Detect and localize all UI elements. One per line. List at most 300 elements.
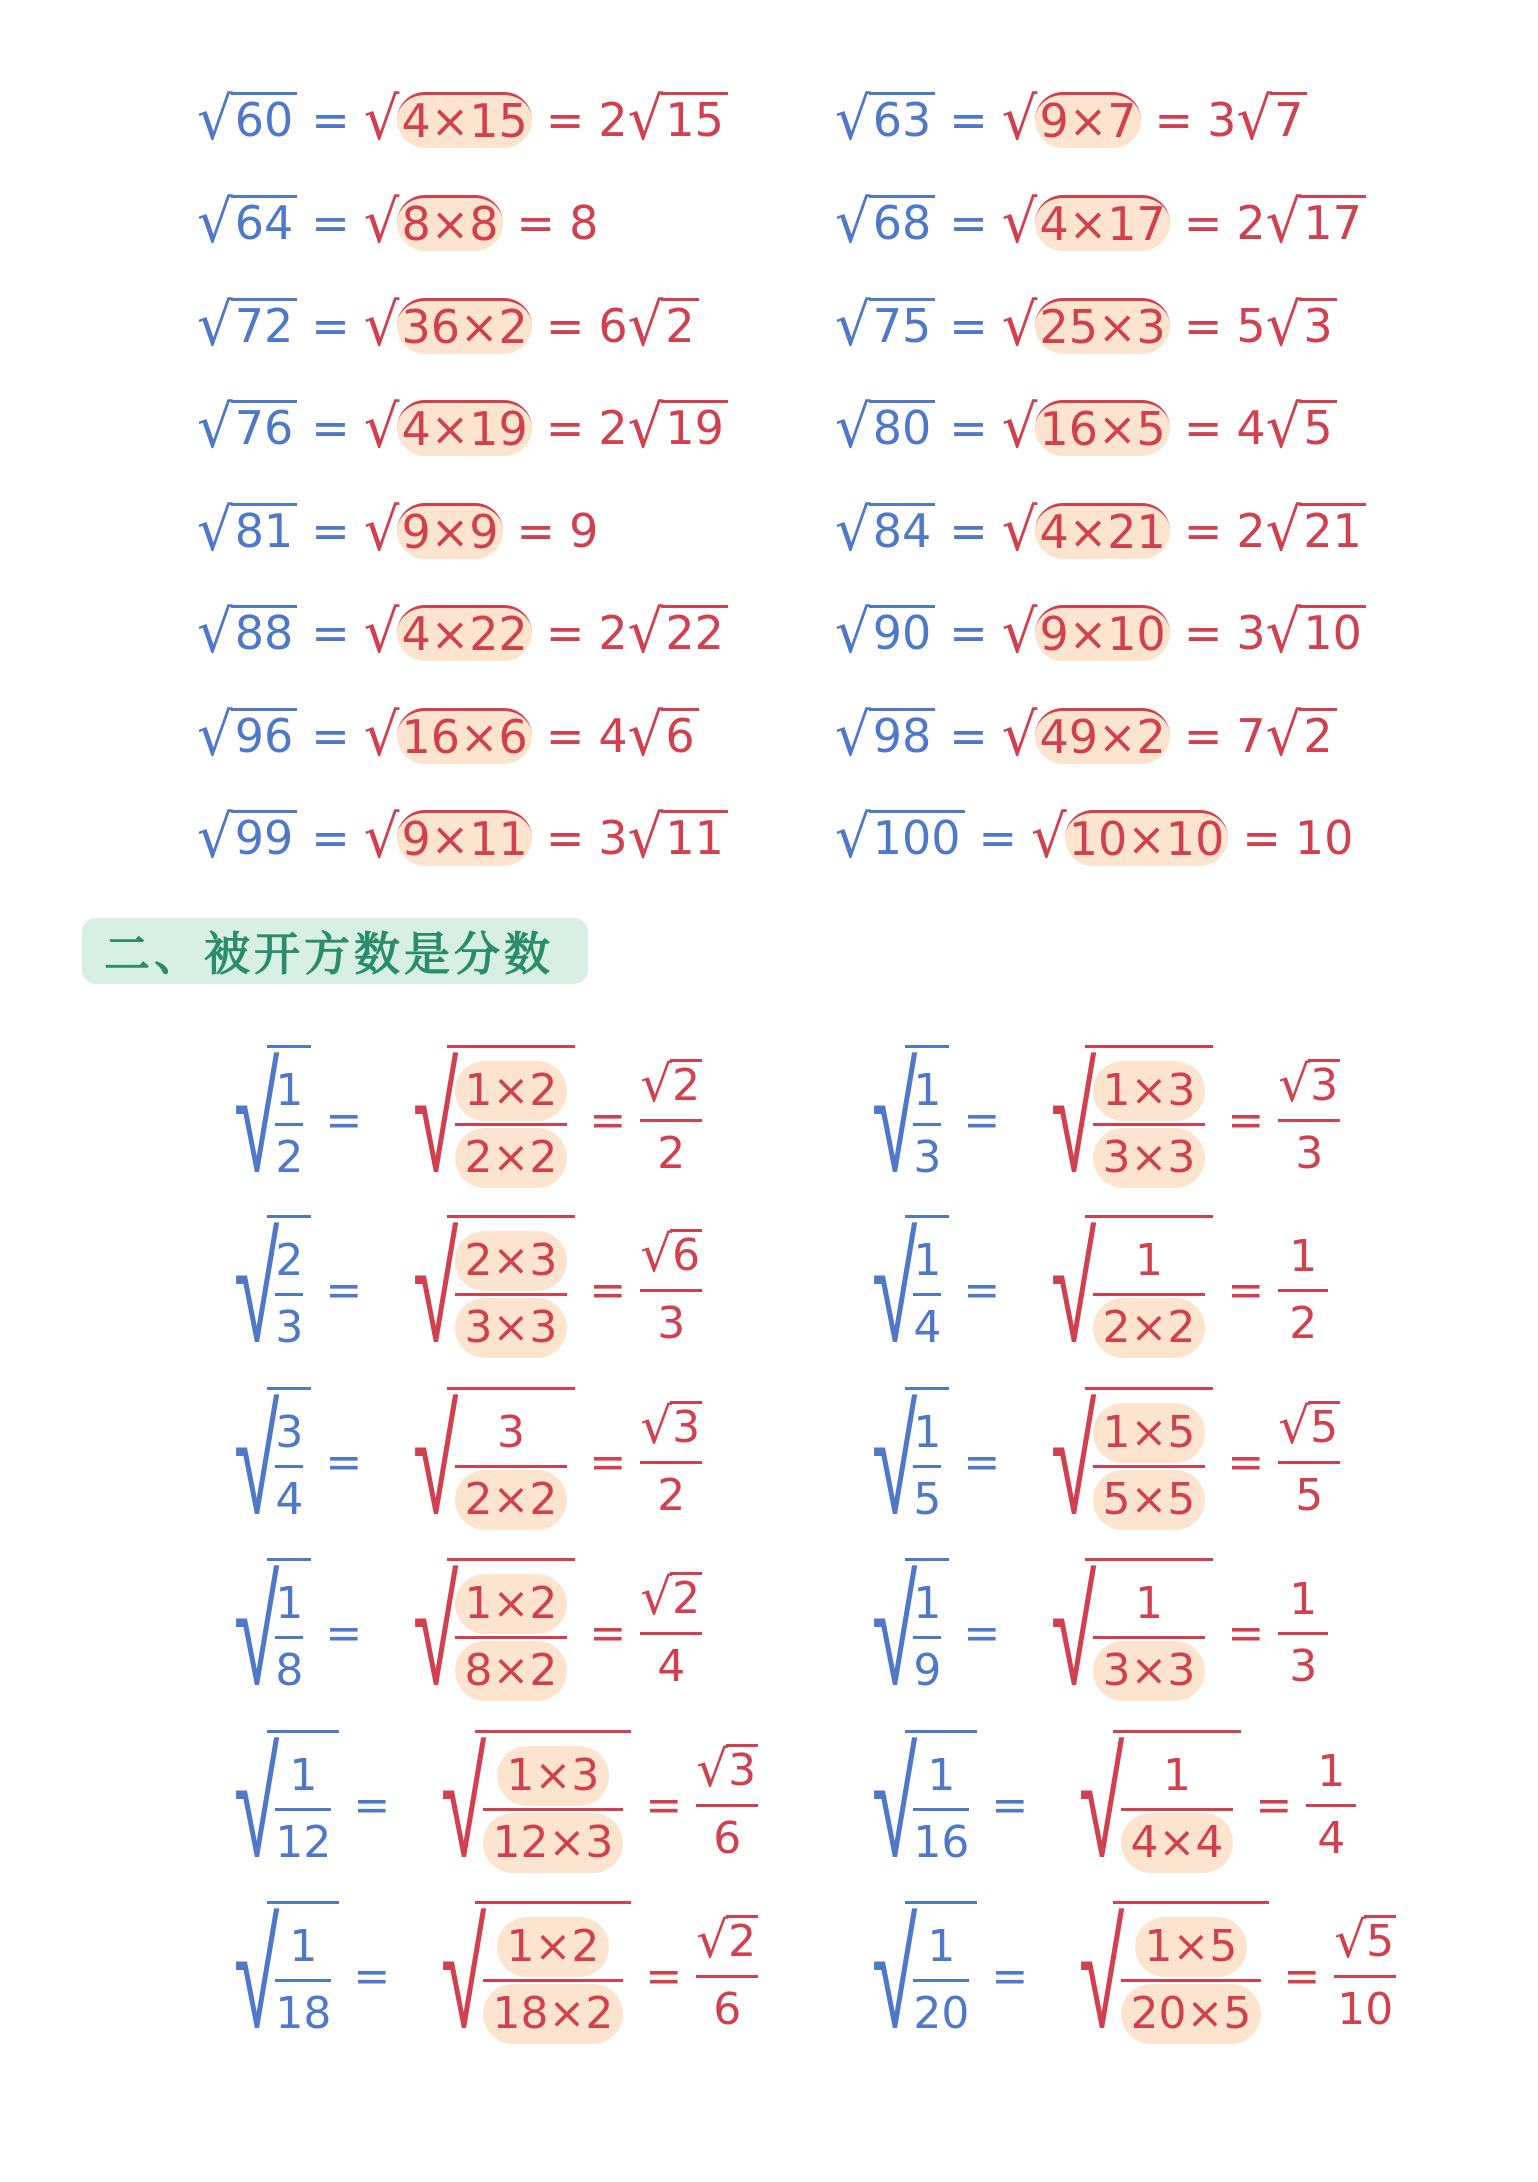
radicand: 22 bbox=[661, 605, 728, 661]
radical-sign: √ bbox=[363, 188, 400, 257]
radical bbox=[835, 803, 965, 872]
expanded-fraction bbox=[447, 1045, 576, 1195]
result-coefficient: 2 bbox=[598, 93, 628, 147]
equals-sign: = bbox=[1227, 1264, 1265, 1316]
radical bbox=[363, 701, 532, 770]
radical-sign: √ bbox=[1001, 85, 1038, 154]
original-radical bbox=[835, 1203, 949, 1377]
radicand: 88 bbox=[231, 605, 298, 661]
numerator: 1 bbox=[913, 1235, 942, 1286]
fraction-bar bbox=[455, 1465, 568, 1468]
radical-sign: √ bbox=[197, 803, 233, 872]
radical bbox=[363, 393, 532, 462]
equals-sign: = bbox=[978, 811, 1018, 865]
fraction-equation-row bbox=[835, 1546, 1328, 1720]
equals-sign: = bbox=[1283, 1950, 1321, 2002]
radical bbox=[1265, 496, 1366, 565]
radicand: 100 bbox=[869, 810, 965, 866]
fraction-bar bbox=[1093, 1465, 1206, 1468]
equals-sign: = bbox=[589, 1094, 627, 1146]
radical bbox=[197, 701, 297, 770]
numerator: 1×3 bbox=[497, 1746, 610, 1806]
fraction-equation-row bbox=[835, 1375, 1340, 1549]
fraction-bar bbox=[275, 1293, 303, 1296]
fraction-bar bbox=[275, 1636, 303, 1639]
radicand: 81 bbox=[231, 503, 298, 559]
fraction-bar bbox=[483, 1808, 624, 1811]
original-radical bbox=[835, 1546, 949, 1720]
result-numerator: 1 bbox=[1289, 1230, 1318, 1282]
denominator: 4 bbox=[913, 1302, 942, 1353]
radical-sign: √ bbox=[234, 1203, 280, 1377]
equation-row bbox=[835, 593, 1366, 673]
radical bbox=[1001, 598, 1170, 667]
equals-sign: = bbox=[1183, 504, 1223, 558]
radicand: 68 bbox=[869, 195, 936, 251]
fraction-bar bbox=[640, 1289, 702, 1292]
result-denominator: 5 bbox=[1295, 1469, 1324, 1521]
denominator: 8×2 bbox=[455, 1641, 568, 1701]
radical bbox=[1265, 291, 1337, 360]
denominator: 9 bbox=[913, 1645, 942, 1696]
radical bbox=[363, 598, 532, 667]
radical-sign: √ bbox=[413, 1375, 459, 1549]
radical-sign: √ bbox=[835, 496, 871, 565]
radical-sign: √ bbox=[413, 1546, 459, 1720]
radical-sign: √ bbox=[363, 291, 400, 360]
result-numerator bbox=[696, 1739, 758, 1802]
fraction-bar bbox=[275, 1465, 303, 1468]
radical bbox=[363, 188, 503, 257]
result-radical bbox=[1278, 1054, 1340, 1113]
radical-sign: √ bbox=[1001, 188, 1038, 257]
radical-sign: √ bbox=[627, 291, 664, 360]
result-denominator: 4 bbox=[1317, 1812, 1346, 1864]
denominator: 3 bbox=[275, 1302, 304, 1353]
radical-sign: √ bbox=[197, 496, 233, 565]
radical-sign: √ bbox=[1278, 1054, 1311, 1113]
radicand: 90 bbox=[869, 605, 936, 661]
radical bbox=[835, 701, 935, 770]
radicand: 60 bbox=[231, 92, 298, 148]
result-fraction bbox=[640, 1054, 702, 1184]
equals-sign: = bbox=[545, 709, 585, 763]
result-coefficient: 3 bbox=[1236, 606, 1266, 660]
fraction-bar bbox=[275, 1979, 331, 1982]
radical-sign: √ bbox=[1334, 1910, 1367, 1969]
radicand: 2 bbox=[672, 1572, 701, 1624]
radical-sign: √ bbox=[627, 701, 664, 770]
radical-sign: √ bbox=[835, 598, 871, 667]
equals-sign: = bbox=[645, 1950, 683, 2002]
equation-row bbox=[835, 80, 1307, 160]
fraction-bar bbox=[913, 1979, 969, 1982]
result-denominator: 6 bbox=[713, 1983, 742, 2035]
result-coefficient: 8 bbox=[569, 196, 599, 250]
numerator: 1 bbox=[1162, 1750, 1191, 1801]
denominator: 18 bbox=[275, 1988, 332, 2039]
result-coefficient: 3 bbox=[598, 811, 628, 865]
radicand: 2 bbox=[728, 1915, 757, 1967]
denominator: 20×5 bbox=[1121, 1984, 1262, 2044]
numerator: 3 bbox=[496, 1407, 525, 1458]
expanded-radical bbox=[1014, 1375, 1213, 1549]
equals-sign: = bbox=[353, 1779, 391, 1831]
fraction-bar bbox=[275, 1123, 303, 1126]
radical-sign: √ bbox=[872, 1889, 918, 2063]
result-numerator bbox=[1278, 1396, 1340, 1459]
equals-sign: = bbox=[949, 504, 988, 558]
equals-sign: = bbox=[545, 93, 585, 147]
radical-sign: √ bbox=[234, 1889, 280, 2063]
result-coefficient: 7 bbox=[1236, 709, 1266, 763]
equals-sign: = bbox=[1183, 196, 1223, 250]
result-radical bbox=[640, 1567, 702, 1626]
equals-sign: = bbox=[311, 299, 350, 353]
denominator: 2×2 bbox=[455, 1470, 568, 1530]
equals-sign: = bbox=[1227, 1094, 1265, 1146]
radical-sign: √ bbox=[1265, 598, 1302, 667]
fraction-bar bbox=[1334, 1975, 1396, 1978]
result-fraction bbox=[1278, 1396, 1340, 1526]
fraction-bar bbox=[640, 1461, 702, 1464]
radical-sign: √ bbox=[1265, 291, 1302, 360]
fraction-equation-row bbox=[197, 1889, 758, 2063]
original-radical bbox=[197, 1375, 311, 1549]
radical-sign: √ bbox=[872, 1375, 918, 1549]
denominator: 18×2 bbox=[483, 1984, 624, 2044]
denominator: 5 bbox=[913, 1474, 942, 1525]
radical-sign: √ bbox=[1001, 291, 1038, 360]
numerator: 1 bbox=[1134, 1578, 1163, 1629]
equals-sign: = bbox=[353, 1950, 391, 2002]
radical-sign: √ bbox=[1051, 1033, 1097, 1207]
equals-sign: = bbox=[991, 1779, 1029, 1831]
radical-sign: √ bbox=[627, 85, 664, 154]
fraction-bar bbox=[275, 1808, 331, 1811]
radical-sign: √ bbox=[413, 1033, 459, 1207]
radicand: 5 bbox=[1366, 1915, 1395, 1967]
expanded-fraction bbox=[447, 1558, 576, 1708]
numerator: 1×5 bbox=[1135, 1917, 1248, 1977]
result-numerator bbox=[1278, 1054, 1340, 1117]
radical bbox=[835, 85, 935, 154]
radicand: 2 bbox=[672, 1059, 701, 1111]
radicand: 9×10 bbox=[1035, 605, 1169, 661]
result-radical bbox=[640, 1054, 702, 1113]
fraction-bar bbox=[1093, 1293, 1206, 1296]
radical-sign: √ bbox=[197, 188, 233, 257]
radicand: 49×2 bbox=[1035, 708, 1169, 764]
expanded-radical bbox=[1014, 1033, 1213, 1207]
radical-sign: √ bbox=[234, 1033, 280, 1207]
numerator: 1×3 bbox=[1093, 1061, 1206, 1121]
equals-sign: = bbox=[325, 1094, 363, 1146]
radical-sign: √ bbox=[1001, 393, 1038, 462]
fraction-bar bbox=[483, 1979, 624, 1982]
radical-sign: √ bbox=[197, 393, 233, 462]
expanded-radical bbox=[376, 1033, 575, 1207]
result-coefficient: 2 bbox=[598, 606, 628, 660]
fraction-bar bbox=[455, 1123, 568, 1126]
equals-sign: = bbox=[311, 196, 350, 250]
equation-row bbox=[197, 696, 699, 776]
equation-row bbox=[835, 183, 1366, 263]
fraction-bar bbox=[1278, 1632, 1328, 1635]
radicand: 36×2 bbox=[397, 298, 531, 354]
result-denominator: 3 bbox=[1295, 1127, 1324, 1179]
equals-sign: = bbox=[963, 1436, 1001, 1488]
equals-sign: = bbox=[545, 606, 585, 660]
equals-sign: = bbox=[311, 606, 350, 660]
radical bbox=[1001, 393, 1170, 462]
equals-sign: = bbox=[311, 709, 350, 763]
equals-sign: = bbox=[325, 1436, 363, 1488]
section-heading: 二、被开方数是分数 bbox=[82, 918, 588, 984]
equals-sign: = bbox=[963, 1607, 1001, 1659]
radicand: 10×10 bbox=[1065, 810, 1229, 866]
radical-sign: √ bbox=[363, 393, 400, 462]
radicand: 10 bbox=[1299, 605, 1366, 661]
radicand: 63 bbox=[869, 92, 936, 148]
equals-sign: = bbox=[545, 811, 585, 865]
radical-sign: √ bbox=[627, 393, 664, 462]
result-numerator bbox=[640, 1054, 702, 1117]
fraction-equation-row bbox=[835, 1718, 1356, 1892]
radical-sign: √ bbox=[696, 1739, 729, 1798]
result-coefficient: 9 bbox=[569, 504, 599, 558]
radical bbox=[1236, 85, 1307, 154]
expanded-fraction bbox=[475, 1730, 632, 1880]
radicand: 25×3 bbox=[1035, 298, 1169, 354]
result-numerator: 1 bbox=[1289, 1573, 1318, 1625]
denominator: 3×3 bbox=[1093, 1128, 1206, 1188]
radical-sign: √ bbox=[1265, 701, 1302, 770]
result-fraction bbox=[1306, 1742, 1356, 1869]
numerator: 1 bbox=[927, 1750, 956, 1801]
fraction-bar bbox=[1121, 1979, 1262, 1982]
radicand: 3 bbox=[672, 1401, 701, 1453]
radical bbox=[1001, 291, 1170, 360]
radical bbox=[1001, 701, 1170, 770]
result-coefficient: 3 bbox=[1207, 93, 1237, 147]
equals-sign: = bbox=[645, 1779, 683, 1831]
fraction-bar bbox=[1093, 1123, 1206, 1126]
radical-sign: √ bbox=[872, 1718, 918, 1892]
radical-sign: √ bbox=[872, 1033, 918, 1207]
radical bbox=[197, 291, 297, 360]
equals-sign: = bbox=[311, 811, 350, 865]
radicand: 16×6 bbox=[397, 708, 531, 764]
result-denominator: 10 bbox=[1337, 1983, 1394, 2035]
denominator: 12×3 bbox=[483, 1813, 624, 1873]
expanded-radical bbox=[376, 1546, 575, 1720]
equals-sign: = bbox=[1255, 1779, 1293, 1831]
radical bbox=[363, 803, 532, 872]
radical-sign: √ bbox=[640, 1567, 673, 1626]
radical bbox=[1001, 85, 1141, 154]
equation-row bbox=[197, 798, 728, 878]
radicand: 5 bbox=[1310, 1401, 1339, 1453]
result-denominator: 4 bbox=[657, 1640, 686, 1692]
radical-sign: √ bbox=[363, 598, 400, 667]
radical-sign: √ bbox=[1265, 496, 1302, 565]
original-radical bbox=[197, 1203, 311, 1377]
expanded-fraction bbox=[447, 1215, 576, 1365]
fraction-bar bbox=[640, 1632, 702, 1635]
result-coefficient: 2 bbox=[598, 401, 628, 455]
radical-sign: √ bbox=[835, 85, 871, 154]
radical-sign: √ bbox=[197, 598, 233, 667]
radicand: 3 bbox=[728, 1744, 757, 1796]
radicand: 9×9 bbox=[397, 503, 502, 559]
fraction-bar bbox=[913, 1465, 941, 1468]
equation-row bbox=[197, 388, 728, 468]
equals-sign: = bbox=[589, 1264, 627, 1316]
expanded-fraction bbox=[1113, 1901, 1270, 2051]
numerator: 1×2 bbox=[455, 1574, 568, 1634]
original-radical bbox=[835, 1033, 949, 1207]
result-denominator: 2 bbox=[657, 1469, 686, 1521]
radicand: 19 bbox=[661, 400, 728, 456]
radicand: 76 bbox=[231, 400, 298, 456]
radicand: 84 bbox=[869, 503, 936, 559]
radicand: 4×19 bbox=[397, 400, 531, 456]
equals-sign: = bbox=[963, 1094, 1001, 1146]
radical bbox=[197, 188, 297, 257]
result-fraction bbox=[640, 1224, 702, 1354]
radical-sign: √ bbox=[1236, 85, 1273, 154]
equals-sign: = bbox=[311, 93, 350, 147]
radical-sign: √ bbox=[1051, 1203, 1097, 1377]
radical bbox=[197, 496, 297, 565]
result-numerator bbox=[640, 1224, 702, 1287]
radical-sign: √ bbox=[413, 1203, 459, 1377]
numerator: 2×3 bbox=[455, 1231, 568, 1291]
result-fraction bbox=[640, 1396, 702, 1526]
radical-sign: √ bbox=[627, 598, 664, 667]
equals-sign: = bbox=[949, 606, 988, 660]
fraction-bar bbox=[1306, 1804, 1356, 1807]
numerator: 2 bbox=[275, 1235, 304, 1286]
denominator: 2×2 bbox=[1093, 1298, 1206, 1358]
result-numerator: 1 bbox=[1317, 1745, 1346, 1797]
equation-row bbox=[197, 80, 728, 160]
result-radical bbox=[1278, 1396, 1340, 1455]
result-denominator: 6 bbox=[713, 1812, 742, 1864]
denominator: 2×2 bbox=[455, 1128, 568, 1188]
radicand: 9×11 bbox=[397, 810, 531, 866]
equals-sign: = bbox=[1242, 811, 1281, 865]
numerator: 1 bbox=[913, 1065, 942, 1116]
equals-sign: = bbox=[949, 401, 988, 455]
equals-sign: = bbox=[311, 401, 350, 455]
result-fraction bbox=[696, 1739, 758, 1869]
fraction-bar bbox=[913, 1293, 941, 1296]
expanded-radical bbox=[1014, 1546, 1213, 1720]
equals-sign: = bbox=[516, 196, 556, 250]
fraction-equation-row bbox=[197, 1203, 702, 1377]
fraction-equation-row bbox=[197, 1375, 702, 1549]
radical bbox=[1265, 598, 1366, 667]
radical-sign: √ bbox=[696, 1910, 729, 1969]
expanded-radical bbox=[404, 1718, 631, 1892]
radical bbox=[1265, 701, 1337, 770]
result-numerator bbox=[640, 1567, 702, 1630]
radical bbox=[197, 598, 297, 667]
expanded-radical bbox=[404, 1889, 631, 2063]
denominator: 4 bbox=[275, 1474, 304, 1525]
denominator: 3 bbox=[913, 1132, 942, 1183]
radical-sign: √ bbox=[363, 803, 400, 872]
equals-sign: = bbox=[545, 401, 585, 455]
equation-row bbox=[835, 286, 1337, 366]
equals-sign: = bbox=[1183, 401, 1223, 455]
result-radical bbox=[640, 1396, 702, 1455]
equals-sign: = bbox=[545, 299, 585, 353]
radical-sign: √ bbox=[1001, 598, 1038, 667]
expanded-radical bbox=[376, 1375, 575, 1549]
radicand: 4×22 bbox=[397, 605, 531, 661]
fraction-bar bbox=[696, 1804, 758, 1807]
equals-sign: = bbox=[1183, 606, 1223, 660]
equals-sign: = bbox=[325, 1607, 363, 1659]
original-radical bbox=[197, 1546, 311, 1720]
radicand: 3 bbox=[1299, 298, 1336, 354]
radical bbox=[1031, 803, 1228, 872]
fraction-bar bbox=[913, 1123, 941, 1126]
radicand: 6 bbox=[672, 1229, 701, 1281]
radical-sign: √ bbox=[1278, 1396, 1311, 1455]
fraction-bar bbox=[913, 1636, 941, 1639]
expanded-fraction bbox=[1085, 1387, 1214, 1537]
result-numerator bbox=[696, 1910, 758, 1973]
original-radical bbox=[835, 1718, 977, 1892]
radicand: 75 bbox=[869, 298, 936, 354]
radical-sign: √ bbox=[835, 393, 871, 462]
radicand: 72 bbox=[231, 298, 298, 354]
radical bbox=[835, 291, 935, 360]
fraction-equation-row bbox=[835, 1203, 1328, 1377]
radical-sign: √ bbox=[363, 701, 400, 770]
radical-sign: √ bbox=[1079, 1718, 1125, 1892]
radical-sign: √ bbox=[197, 701, 233, 770]
radicand: 99 bbox=[231, 810, 298, 866]
radical-sign: √ bbox=[835, 701, 871, 770]
fraction-bar bbox=[1121, 1808, 1234, 1811]
result-numerator bbox=[1334, 1910, 1396, 1973]
radicand: 64 bbox=[231, 195, 298, 251]
radicand: 7 bbox=[1270, 92, 1307, 148]
result-radical bbox=[640, 1224, 702, 1283]
numerator: 1×2 bbox=[497, 1917, 610, 1977]
radicand: 15 bbox=[661, 92, 728, 148]
result-denominator: 3 bbox=[1289, 1640, 1318, 1692]
original-radical bbox=[197, 1718, 339, 1892]
radical-sign: √ bbox=[1001, 701, 1038, 770]
result-radical bbox=[696, 1739, 758, 1798]
result-numerator bbox=[640, 1396, 702, 1459]
radical bbox=[1001, 496, 1170, 565]
radical-sign: √ bbox=[872, 1203, 918, 1377]
radical-sign: √ bbox=[835, 188, 871, 257]
expanded-fraction bbox=[1113, 1730, 1242, 1880]
radical bbox=[363, 291, 532, 360]
result-coefficient: 10 bbox=[1294, 811, 1354, 865]
radicand: 4×21 bbox=[1035, 503, 1169, 559]
radical bbox=[627, 291, 699, 360]
denominator: 16 bbox=[913, 1817, 970, 1868]
